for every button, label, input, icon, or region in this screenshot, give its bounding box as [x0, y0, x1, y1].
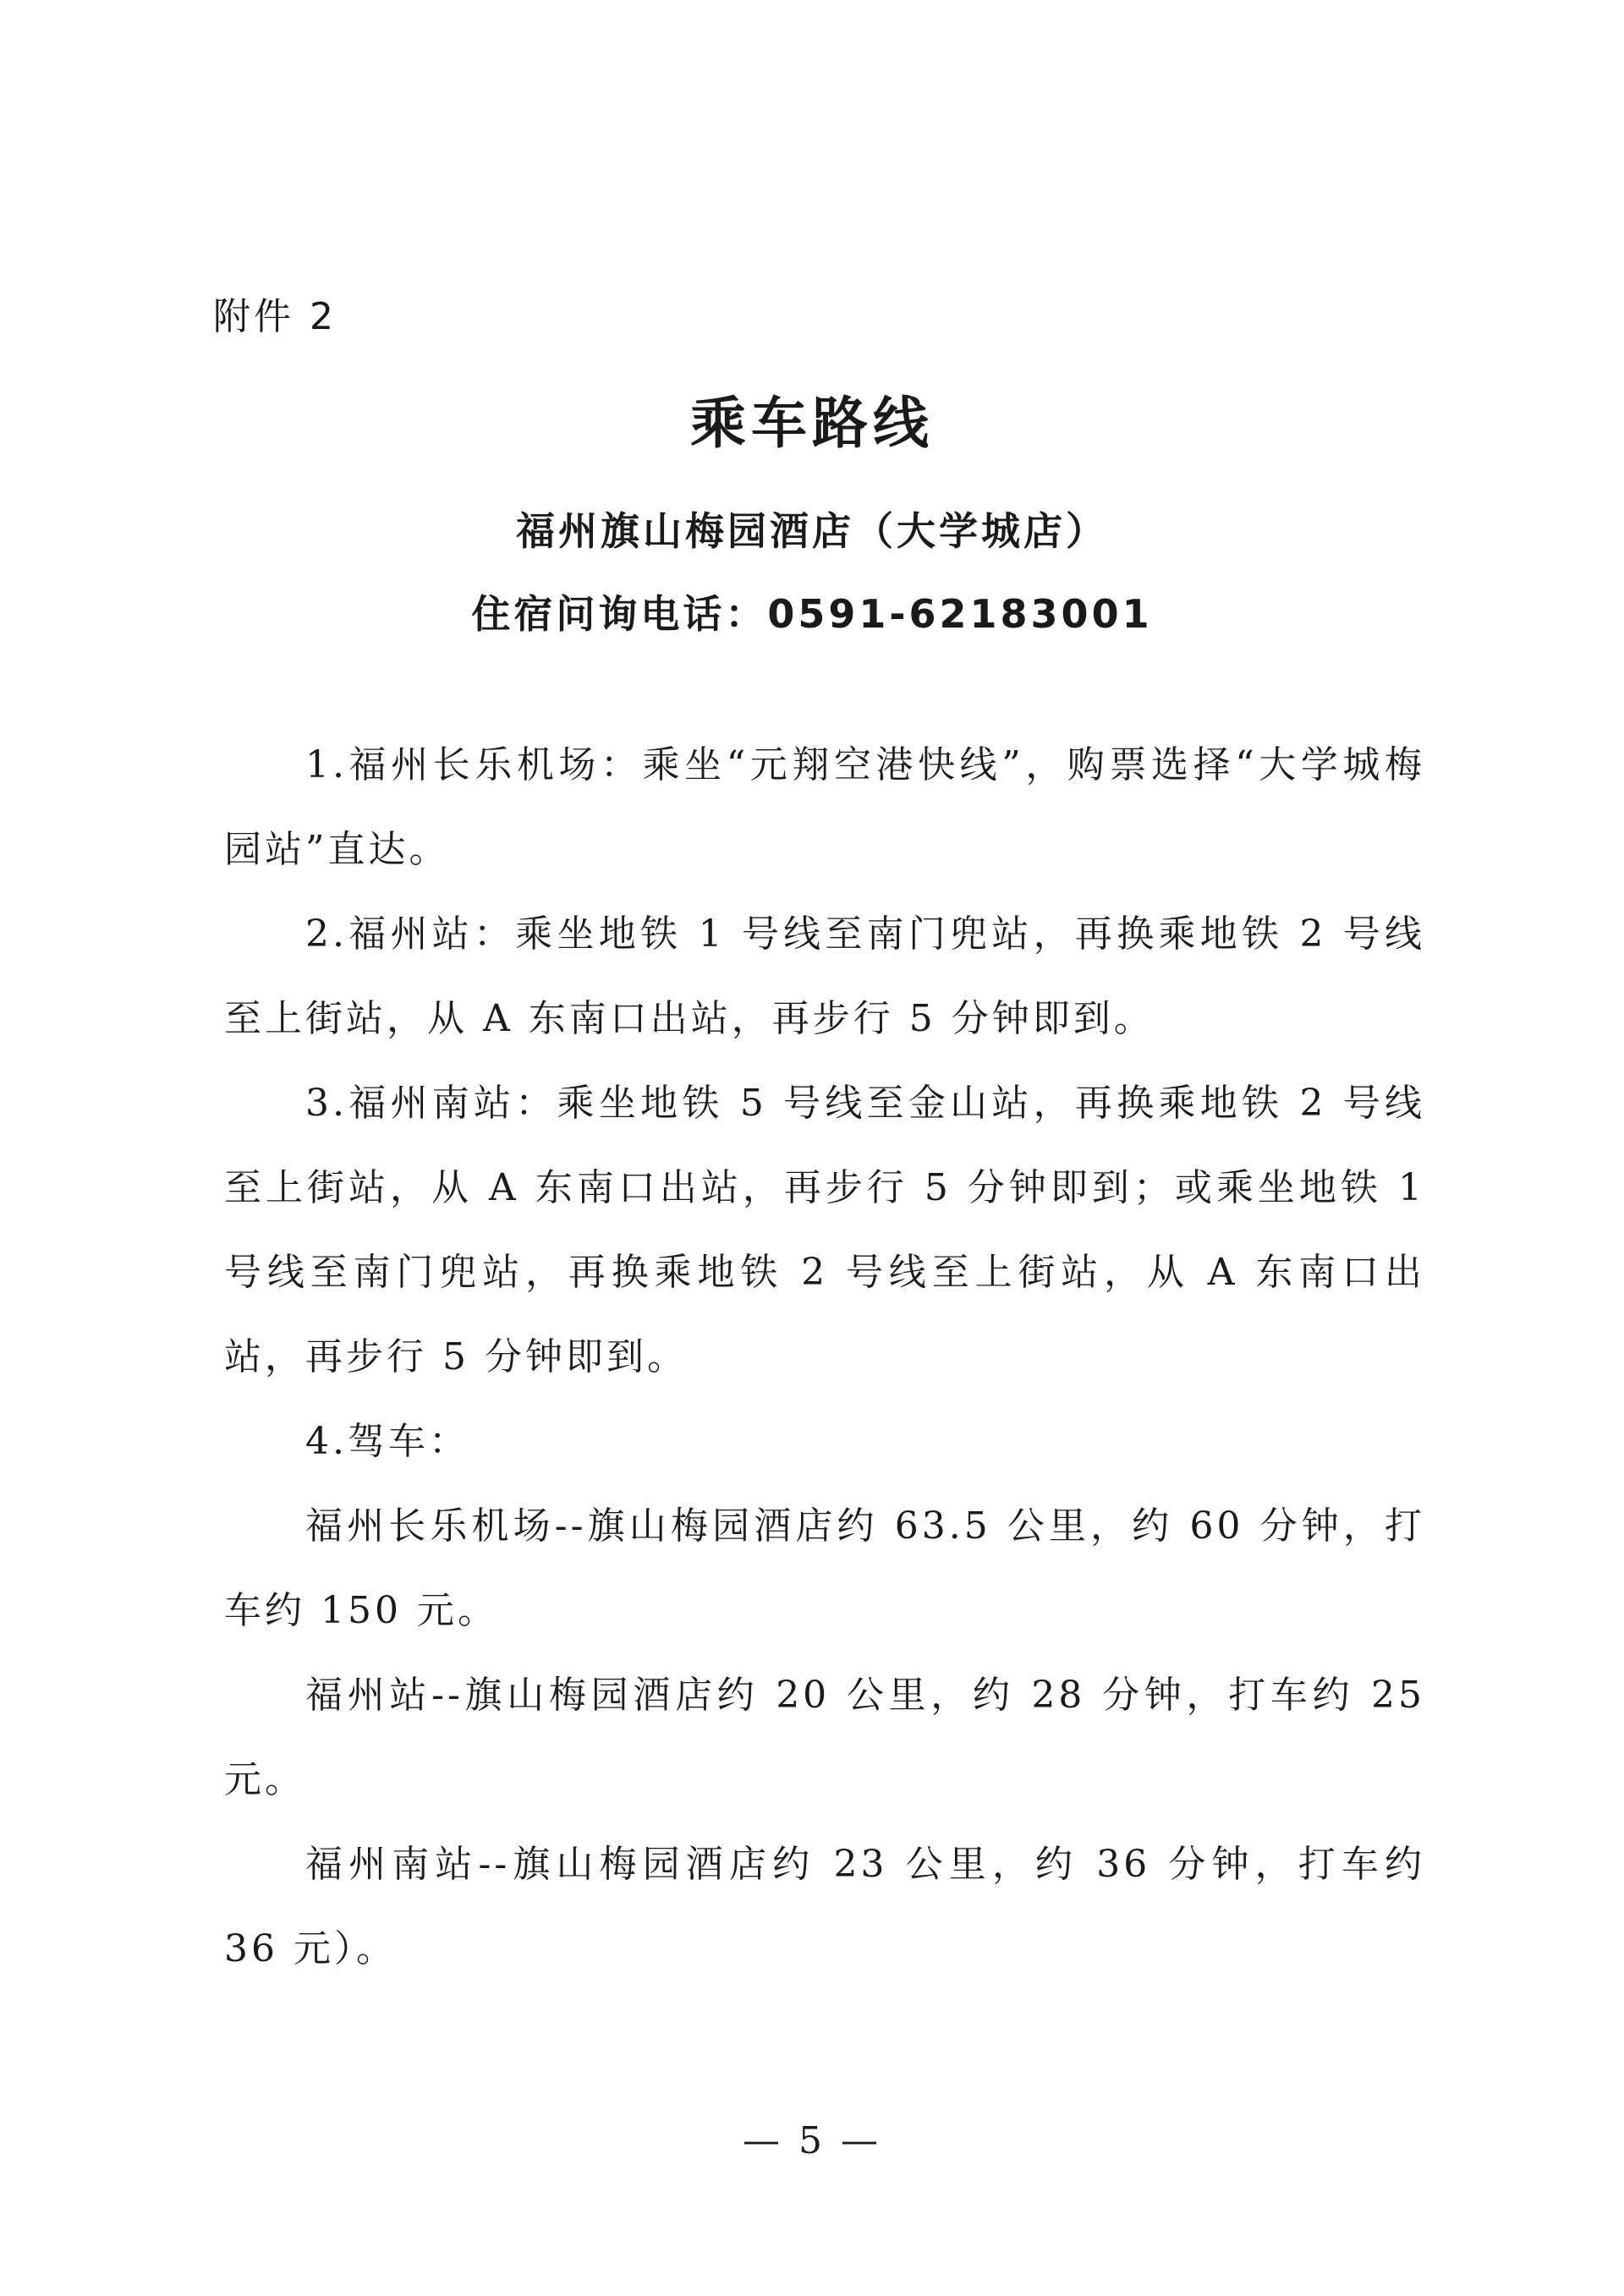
- page-title: 乘车路线: [690, 391, 934, 456]
- driving-fuzhou-station: 福州站--旗山梅园酒店约 20 公里，约 28 分钟，打车约 25 元。: [224, 1674, 1425, 1801]
- hotel-name: 福州旗山梅园酒店（大学城店）: [516, 508, 1108, 554]
- route-fuzhou-south-station: 3.福州南站：乘坐地铁 5 号线至金山站，再换乘地铁 2 号线至上街站，从 A 东南口出站，再步行 5 分钟即到；或乘坐地铁 1 号线至南门兜站，再换乘地铁 2 号线至上街站，从 A 东南口出站，再步行 5 分钟即到。: [224, 1082, 1425, 1378]
- route-driving-heading: 4.驾车：: [305, 1420, 469, 1463]
- route-fuzhou-station: 2.福州站：乘坐地铁 1 号线至南门兜站，再换乘地铁 2 号线至上街站，从 A 东南口出站，再步行 5 分钟即到。: [224, 912, 1425, 1040]
- driving-airport: 福州长乐机场--旗山梅园酒店约 63.5 公里，约 60 分钟，打车约 150 元。: [224, 1504, 1425, 1632]
- phone-line: 住宿问询电话：0591-62183001: [471, 591, 1153, 637]
- page-number: — 5 —: [743, 2119, 881, 2162]
- annex-label: 附件 2: [213, 295, 337, 338]
- route-airport: 1.福州长乐机场：乘坐“元翔空港快线”，购票选择“大学城梅园站”直达。: [224, 743, 1425, 871]
- route-instructions: [224, 723, 1425, 1992]
- driving-fuzhou-south-station: 福州南站--旗山梅园酒店约 23 公里，约 36 分钟，打车约 36 元）。: [224, 1843, 1425, 1970]
